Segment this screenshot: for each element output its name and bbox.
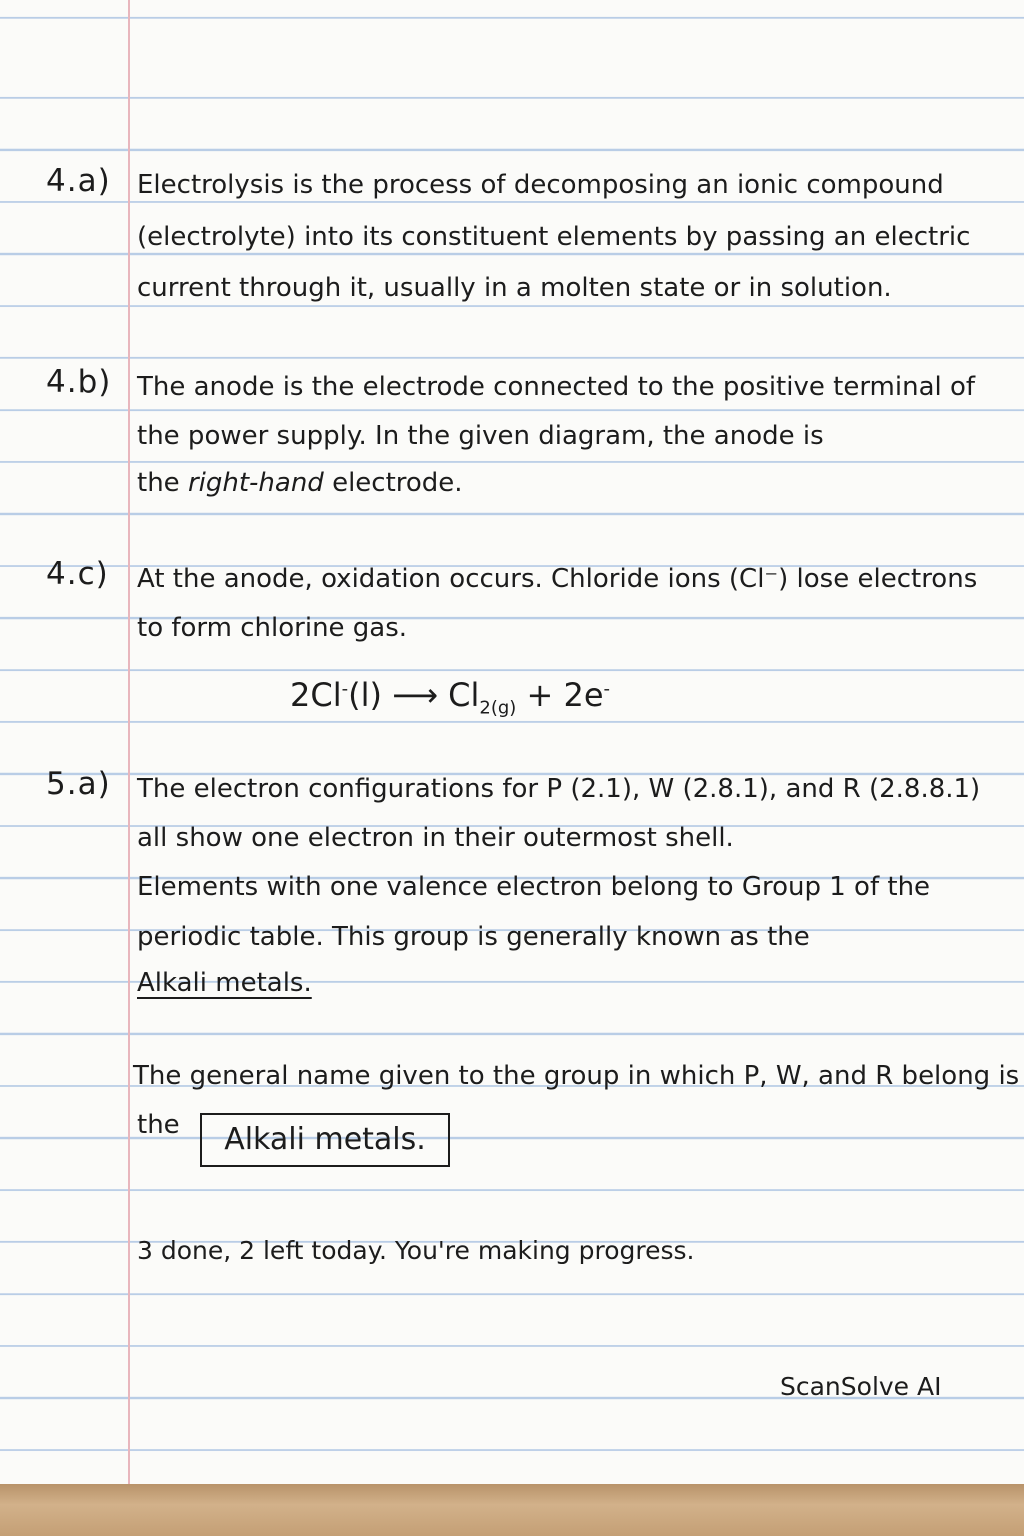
answer-5a-line-2: all show one electron in their outermost shell. (137, 823, 734, 853)
chemical-equation (290, 676, 610, 718)
equation-product: Cl (448, 676, 480, 714)
question-5a-label: 5.a) (46, 766, 111, 802)
equation-reactant-charge: - (341, 678, 349, 700)
answer-5a-line-1: The electron configurations for P (2.1), W (2.8.1), and R (2.8.8.1) (137, 774, 981, 804)
equation-reactant-state: (l) (348, 676, 382, 714)
question-4c-label: 4.c) (46, 556, 109, 592)
brand-signature: ScanSolve AI (780, 1372, 942, 1401)
desk-surface (0, 1484, 1024, 1536)
answer-4a-line-1: Electrolysis is the process of decomposing an ionic compound (137, 170, 944, 200)
answer-4b-line-2: the power supply. In the given diagram, the anode is (137, 421, 824, 451)
margin-line (128, 0, 130, 1484)
answer-4b-line-1: The anode is the electrode connected to the positive terminal of (137, 372, 976, 402)
answer-4a-line-2: (electrolyte) into its constituent elements by passing an electric (137, 222, 971, 252)
progress-message: 3 done, 2 left today. You're making progress. (137, 1236, 695, 1265)
boxed-answer: Alkali metals. (200, 1113, 450, 1167)
question-4b-label: 4.b) (46, 364, 112, 400)
answer-4b-line-3-prefix: the (137, 468, 188, 498)
equation-reactant: 2Cl (290, 676, 342, 714)
summary-line: The general name given to the group in which P, W, and R belong is (133, 1061, 1020, 1091)
equation-arrow: ⟶ (392, 676, 438, 714)
answer-5a-line-3: Elements with one valence electron belong to Group 1 of the (137, 872, 931, 902)
equation-electrons: 2e (563, 676, 604, 714)
answer-4a-line-3: current through it, usually in a molten state or in solution. (137, 273, 892, 303)
answer-4b-line-3 (137, 468, 463, 498)
equation-product-state: (g) (490, 697, 517, 719)
answer-4b-line-3-suffix: electrode. (323, 468, 463, 498)
answer-5a-line-4: periodic table. This group is generally known as the (137, 922, 810, 952)
answer-4c-line-2: to form chlorine gas. (137, 613, 408, 643)
equation-product-subscript: 2 (479, 697, 491, 719)
underlined-answer: Alkali metals. (137, 968, 312, 998)
equation-plus: + (526, 676, 554, 714)
answer-4c-line-1: At the anode, oxidation occurs. Chloride ions (Cl⁻) lose electrons (137, 564, 978, 594)
equation-electron-charge: - (603, 678, 611, 700)
summary-prefix: the (137, 1110, 180, 1140)
answer-4b-emphasis: right-hand (187, 468, 324, 498)
question-4a-label: 4.a) (46, 163, 111, 199)
